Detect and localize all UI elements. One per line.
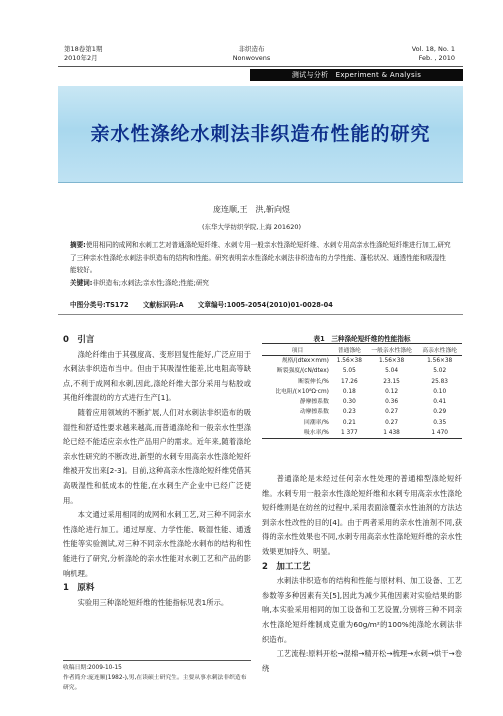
right-column bbox=[262, 472, 462, 676]
section-banner: 测试与分析 Experiment & Analysis bbox=[250, 69, 463, 81]
table-row bbox=[262, 366, 462, 376]
table-cell: 吸水率/% bbox=[262, 428, 333, 439]
table-cell: 静摩擦系数 bbox=[299, 399, 329, 406]
paragraph: 实验用三种涤纶短纤维的性能指标见表1所示。 bbox=[77, 597, 229, 607]
authors: 庞连顺,王 洪,靳向煜 bbox=[212, 205, 291, 214]
table-cell: 0.41 bbox=[433, 399, 447, 406]
table-cell: 1.56×38 bbox=[336, 358, 362, 364]
table-cell: 1 438 bbox=[366, 428, 418, 439]
table-row bbox=[262, 356, 462, 367]
table-cell: 0.35 bbox=[433, 419, 447, 426]
table-cell: 断裂伸长/% bbox=[298, 378, 329, 385]
table-cell: 断裂强度/(cN/dtex) bbox=[276, 368, 329, 375]
table-cell: 5.02 bbox=[433, 368, 447, 375]
fiber-properties-table bbox=[262, 343, 462, 439]
table-cell: 0.18 bbox=[342, 388, 356, 395]
journal-volume-en: Vol. 18, No. 1 Feb. , 2010 bbox=[411, 45, 455, 62]
paper-title: 亲水性涤纶水刺法非织造布性能的研究 bbox=[90, 123, 431, 145]
table-cell: 0.29 bbox=[433, 409, 447, 416]
process-flow: 工艺流程:原料开松→混棉→精开松→梳理→水刺→烘干→卷绕 bbox=[262, 649, 462, 673]
column-header: 高亲水性涤纶 bbox=[417, 344, 462, 356]
affiliation: (东华大学纺织学院,上海 201620) bbox=[201, 223, 302, 231]
heading-materials: 1 原料 bbox=[63, 583, 95, 594]
paragraph: 水刺法非织造布的结构和性能与原材料、加工设备、工艺参数等多种因素有关[5],因此为减少其他因素对实验结果的影响,本实验采用相同的加工设备和工艺设置,分别将三种不同亲水性涤纶短纤维制成克重为60g/m²的100%纯涤纶水刺法非织造布。 bbox=[262, 576, 462, 644]
column-header: 项目 bbox=[262, 344, 333, 356]
abstract-label: 摘要: bbox=[70, 241, 86, 249]
abstract bbox=[70, 239, 451, 289]
footnote bbox=[63, 660, 251, 693]
table-row bbox=[262, 407, 462, 417]
table-cell: 回潮率/% bbox=[304, 419, 329, 426]
paragraph: 随着应用领域的不断扩展,人们对水刺法非织造布的吸湿性和舒适性要求越来越高,而普通涤纶和一般亲水性型涤纶已经不能适应亲水性产品用户的需求。近年来,随着涤纶亲水性研究的不断改进,新型的水刺专用高亲水性涤纶短纤维被开发出来[2-3]。目前,这种高亲水性涤纶短纤维凭借其高吸湿性和低成本的性能,在水刺生产企业中已经广泛使用。 bbox=[63, 407, 251, 505]
keywords: 非织造布;水刺法;亲水性;涤纶;性能;研究 bbox=[92, 278, 210, 287]
table-cell: 比电阻/(×10⁸Ω·cm) bbox=[275, 388, 329, 395]
table-cell: 0.21 bbox=[342, 419, 356, 426]
header-rule bbox=[58, 66, 463, 67]
table-cell: 0.10 bbox=[433, 388, 447, 395]
classification bbox=[70, 299, 451, 309]
table-cell: 1.56×38 bbox=[379, 358, 405, 364]
keywords-label: 关键词: bbox=[70, 278, 93, 287]
column-header: 一般亲水性涤纶 bbox=[366, 344, 418, 356]
column-header: 普通涤纶 bbox=[333, 344, 366, 356]
table-row bbox=[262, 397, 462, 407]
abstract-rule bbox=[58, 314, 463, 315]
table-cell: 0.27 bbox=[385, 409, 399, 416]
table-header-row bbox=[262, 344, 462, 356]
table-cell: 5.04 bbox=[385, 368, 399, 375]
table-caption: 表1 三种涤纶短纤维的性能指标 bbox=[313, 335, 411, 343]
left-column bbox=[63, 333, 251, 610]
table-row bbox=[262, 418, 462, 428]
table-row bbox=[262, 377, 462, 387]
table-row bbox=[262, 387, 462, 397]
received-date: 收稿日期:2009-10-15 bbox=[63, 665, 122, 671]
article-number: 文章编号:1005-2054(2010)01-0028-04 bbox=[197, 301, 333, 309]
page-header bbox=[0, 0, 503, 75]
title-box bbox=[58, 86, 463, 183]
table-cell: 0.30 bbox=[342, 399, 356, 406]
table-cell: 25.83 bbox=[431, 378, 448, 385]
table-cell: 0.36 bbox=[385, 399, 399, 406]
author-bio: 作者简介:庞连顺(1982-),男,在读硕士研究生。主要从事水刺法非织造布研究。 bbox=[63, 675, 247, 691]
paragraph: 本文通过采用相同的成网和水刺工艺,对三种不同亲水性涤纶进行加工。通过厚度、力学性能、吸湿性能、通透性能等实验测试,对三种不同亲水性涤纶水刺布的结构和性能进行了研究,分析涤纶的亲水性能对水刺工艺和产品的影响机理。 bbox=[63, 510, 251, 578]
table-cell: 1 470 bbox=[417, 428, 462, 439]
table-cell: 0.27 bbox=[385, 419, 399, 426]
table-cell: 23.15 bbox=[383, 378, 400, 385]
doc-code: 文献标识码:A bbox=[142, 301, 184, 309]
table-cell: 17.26 bbox=[341, 378, 358, 385]
clc-number: 中图分类号:TS172 bbox=[70, 301, 129, 309]
table-row bbox=[262, 428, 462, 439]
table-cell: 1 377 bbox=[333, 428, 366, 439]
table-cell: 1.56×38 bbox=[427, 358, 453, 364]
heading-processing: 2 加工工艺 bbox=[262, 561, 311, 572]
table-cell: 5.05 bbox=[342, 368, 356, 375]
heading-introduction: 0 引言 bbox=[63, 335, 95, 345]
table-cell: 规格/(dtex×mm) bbox=[281, 358, 329, 364]
table-cell: 动摩擦系数 bbox=[299, 409, 329, 416]
journal-name: 非织造布 Nonwovens bbox=[232, 45, 271, 62]
table-cell: 0.12 bbox=[385, 388, 399, 395]
table-cell: 0.23 bbox=[342, 409, 356, 416]
paragraph: 普通涤纶是未经过任何亲水性处理的普通棉型涤纶短纤维。水刺专用一般亲水性涤纶短纤维和水刺专用高亲水性涤纶短纤维则是在纺丝的过程中,采用表面涂覆亲水性油剂的方法达到亲水性改性的目的[4]。由于两者采用的亲水性油剂不同,获得的亲水性效果也不同,水刺专用高亲水性涤纶短纤维的亲水性效果更加持久、明显。 bbox=[262, 474, 462, 556]
abstract-text: 使用相同的成网和水刺工艺对普通涤纶短纤维、水刺专用一般亲水性涤纶短纤维、水刺专用高亲水性涤纶短纤维进行加工,研究了三种亲水性涤纶水刺法非织造布的结构和性能。研究表明亲水性涤纶水刺法非织造布的力学性能、蓬松状况、通透性能和吸湿性能较好。 bbox=[70, 241, 451, 274]
paragraph: 涤纶纤维由于其强度高、变形回复性能好,广泛应用于水刺法非织造布当中。但由于其吸湿性能差,比电阻高等缺点,不利于成网和水刺,因此,涤纶纤维大部分采用与粘胶或其他纤维混纺的方式进行生产[1]。 bbox=[63, 349, 251, 403]
journal-volume: 第18卷第1期 2010年2月 bbox=[64, 45, 103, 62]
